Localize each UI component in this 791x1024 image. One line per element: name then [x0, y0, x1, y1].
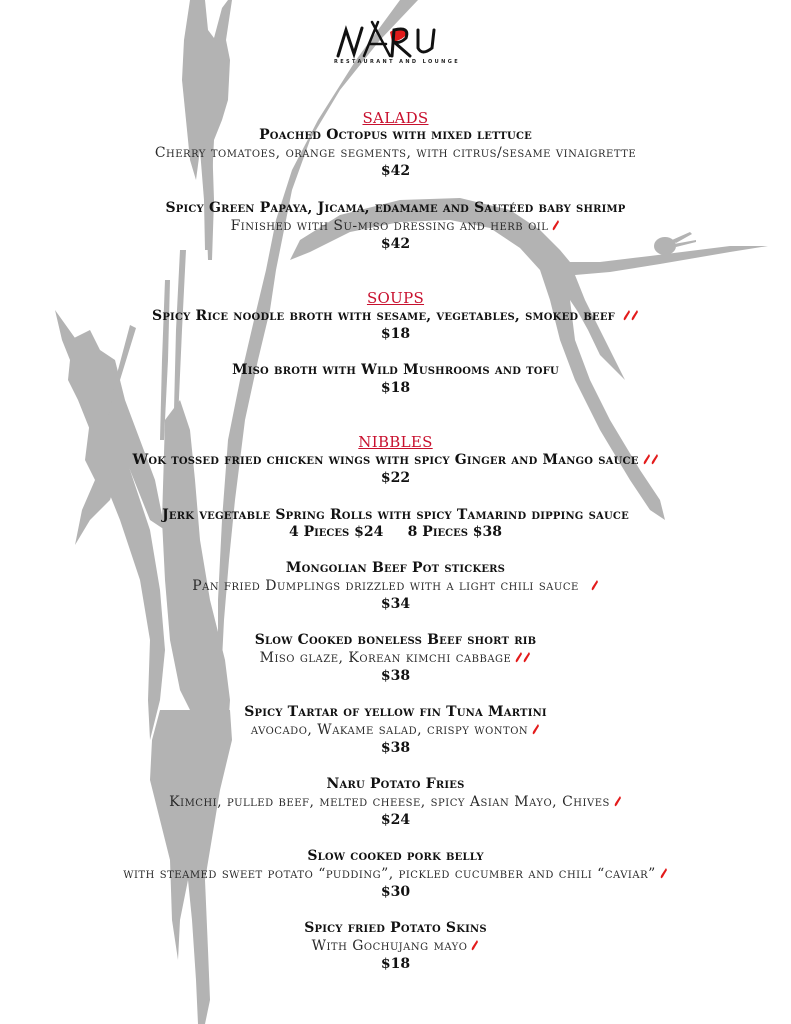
menu-item-description-row — [0, 937, 791, 955]
menu-item-name: Spicy fried Potato Skins — [304, 920, 487, 936]
menu-item-name: Poached Octopus with mixed lettuce — [259, 127, 532, 143]
menu-item-price: $38 — [380, 740, 411, 756]
menu-item-name: Jerk vegetable Spring Rolls with spicy Tamarind dipping sauce — [162, 507, 629, 523]
menu-item-name: Miso broth with Wild Mushrooms and tofu — [232, 362, 559, 378]
menu-item-description-row — [0, 721, 791, 739]
logo-tagline: RESTAURANT AND LOUNGE — [333, 59, 461, 65]
menu-item-price: 4 Pieces $24 8 Pieces $38 — [288, 524, 503, 540]
menu-item-price: $18 — [380, 326, 411, 342]
menu-item-price: $38 — [380, 668, 411, 684]
menu-item-price: $24 — [380, 812, 411, 828]
menu-item-name: Slow cooked pork belly — [307, 848, 484, 864]
double-chili-pepper-icon — [643, 452, 659, 470]
menu-item-description: With Gochujang mayo — [311, 938, 468, 954]
menu-item-price: $22 — [380, 470, 411, 486]
menu-item-description: with steamed sweet potato “pudding”, pickled cucumber and chili “caviar” — [123, 866, 656, 882]
menu-item-name-row — [0, 451, 791, 469]
menu-item-description: avocado, Wakame salad, crispy wonton — [250, 722, 529, 738]
double-chili-pepper-icon — [515, 650, 531, 668]
section-heading-soups: SOUPS — [366, 289, 425, 307]
chili-pepper-icon — [552, 218, 560, 236]
menu-item-description-row — [0, 649, 791, 667]
menu-item-name: Spicy Tartar of yellow fin Tuna Martini — [244, 704, 547, 720]
menu-item-description: Pan fried Dumplings drizzled with a light chili sauce — [192, 578, 579, 594]
chili-pepper-icon — [532, 722, 540, 740]
double-chili-pepper-icon — [623, 308, 639, 326]
menu-item-description: Finished with Su-miso dressing and herb oil — [230, 218, 549, 234]
menu-item-description-row — [0, 865, 791, 883]
chili-pepper-icon — [591, 578, 599, 596]
menu-item-name: Mongolian Beef Pot stickers — [285, 560, 506, 576]
menu-item-name: Wok tossed fried chicken wings with spicy Ginger and Mango sauce — [132, 452, 639, 468]
naru-logo — [330, 18, 460, 76]
menu-item-description: Kimchi, pulled beef, melted cheese, spicy Asian Mayo, Chives — [169, 794, 610, 810]
chili-pepper-icon — [471, 938, 479, 956]
menu-item-price: $18 — [380, 380, 411, 396]
section-heading-salads: SALADS — [362, 109, 429, 127]
menu-item-price: $34 — [380, 596, 411, 612]
menu-item-name: Naru Potato Fries — [326, 776, 465, 792]
chili-pepper-icon — [660, 866, 668, 884]
naru-logo-icon — [330, 18, 460, 62]
menu-item-price: $30 — [380, 884, 411, 900]
menu-item-name: Spicy Rice noodle broth with sesame, vegetables, smoked beef — [152, 308, 615, 324]
menu-item-price: $42 — [380, 163, 411, 179]
menu-item-name-row — [0, 307, 791, 325]
menu-item-price: $42 — [380, 236, 411, 252]
menu-item-price: $18 — [380, 956, 411, 972]
menu-item-description-row — [0, 217, 791, 235]
chili-pepper-icon — [614, 794, 622, 812]
menu-item-description-row — [0, 577, 791, 595]
menu-item-name: Spicy Green Papaya, Jicama, edamame and Sautéed baby shrimp — [165, 200, 626, 216]
menu-item-description-row — [0, 793, 791, 811]
menu-item-description: Miso glaze, Korean kimchi cabbage — [259, 650, 512, 666]
menu-item-description: Cherry tomatoes, orange segments, with citrus/sesame vinaigrette — [154, 145, 637, 161]
section-heading-nibbles: NIBBLES — [358, 433, 433, 451]
menu-item-name: Slow Cooked boneless Beef short rib — [254, 632, 537, 648]
